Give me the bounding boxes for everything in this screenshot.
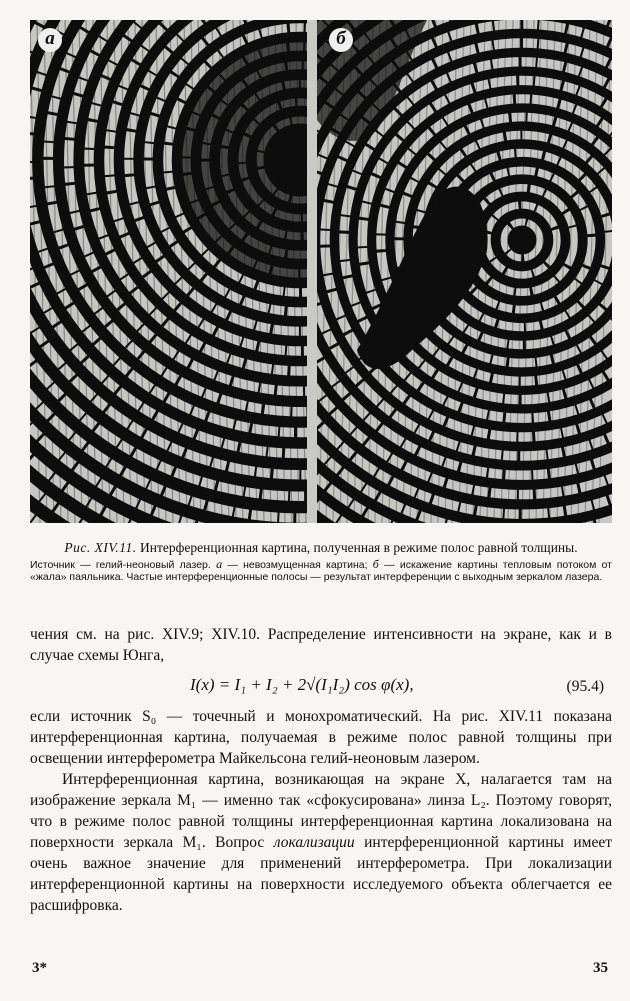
panel-a-fringes	[30, 20, 307, 523]
page-number: 35	[593, 960, 608, 976]
paragraph-3-part-2: интерференционной картины имеет очень важное значение для применений интерферометра. При локализации интерференционной картины на поверхности исследуемого объекта облегчается ее расшифровка.	[30, 834, 612, 914]
signature-mark: 3*	[32, 960, 47, 976]
interference-figure	[30, 20, 612, 523]
caption-note-b-label: б	[372, 557, 379, 571]
panel-b-label: б	[329, 28, 353, 52]
body-text	[30, 624, 612, 916]
panel-a-label: а	[38, 28, 62, 52]
equation-expression: I(x) = I₁ + I₂ + 2√(I₁I₂) cos φ(x),	[190, 675, 414, 694]
paragraph-3-emphasis: локализации	[273, 834, 355, 851]
caption-note-b: — искажение картины тепловым потоком от «жала» паяльника. Частые интерференционные полосы — результат интерференции с выходным зеркалом лазера.	[30, 559, 612, 583]
panel-a-photo	[30, 20, 307, 523]
paragraph-3-part-1: Интерференционная картина, возникающая на экране X, налагается там на изображение зеркала M₁ — именно так «сфокусирована» линза L₂. Поэтому говорят, что в режиме полос равной толщины интерференционная картина локализована на поверхности зеркала M₁. Вопрос	[30, 771, 612, 851]
caption-title-text: Интерференционная картина, полученная в режиме полос равной толщины.	[140, 540, 578, 555]
equation-95-4	[30, 666, 612, 706]
caption-note	[30, 558, 612, 583]
panel-b-fringes	[317, 20, 612, 523]
caption-note-source: Источник — гелий-неоновый лазер.	[30, 559, 211, 571]
caption-label: Рис. XIV.11.	[64, 540, 137, 555]
panel-divider	[307, 20, 317, 523]
figure-caption	[30, 540, 612, 583]
equation-number: (95.4)	[566, 678, 604, 695]
caption-note-a-label: а	[216, 557, 223, 571]
panel-b-photo	[317, 20, 612, 523]
caption-note-a: — невозмущенная картина;	[222, 559, 373, 571]
paragraph-2: если источник S₀ — точечный и монохроматический. На рис. XIV.11 показана интерференционная картина, получаемая в режиме полос равной толщины при освещении интерферометра Майкельсона гелий-неоновым лазером.	[30, 708, 612, 767]
caption-title	[30, 540, 612, 555]
paragraph-1: чения см. на рис. XIV.9; XIV.10. Распределение интенсивности на экране, как и в случае схемы Юнга,	[30, 626, 612, 664]
paragraph-3	[30, 769, 612, 916]
